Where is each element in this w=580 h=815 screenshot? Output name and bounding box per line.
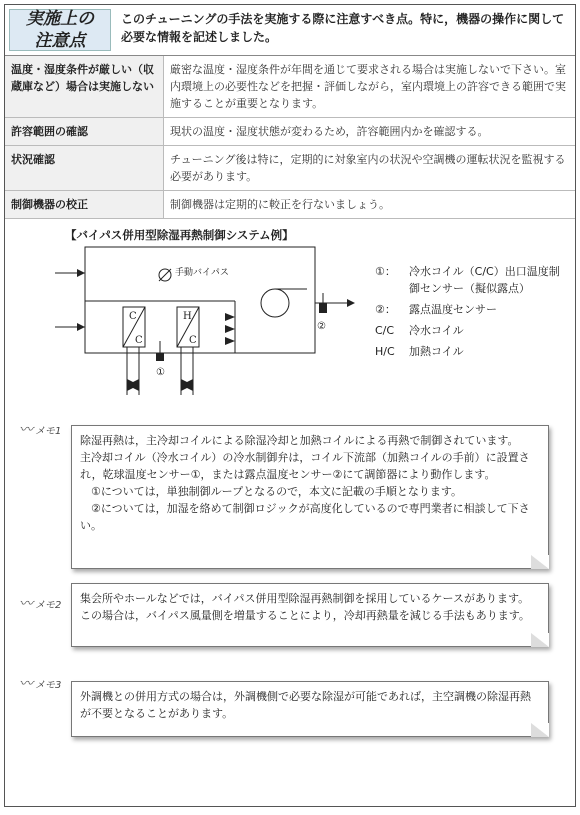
coil-h-bottom: C <box>189 335 197 346</box>
memo3-tag <box>19 673 61 693</box>
coil-c-bottom: C <box>135 335 143 346</box>
table-row <box>5 191 575 219</box>
legend-key: ①： <box>375 265 396 278</box>
sensor1-icon <box>156 353 164 361</box>
ahu-housing <box>85 247 315 353</box>
legend-item <box>375 301 569 318</box>
page-fold-icon <box>531 555 549 569</box>
section-title <box>9 9 111 51</box>
memo-line: 外調機との併用方式の場合は，外調機側で必要な除湿が可能であれば，主空調機の除湿再熱が不要となることがあります。 <box>80 690 531 720</box>
bypass-label: 手動バイパス <box>175 268 229 278</box>
coil-h-top: H <box>183 311 192 322</box>
legend-value: 露点温度センサー <box>409 303 497 316</box>
sensor1-label: ① <box>156 367 165 378</box>
filter-icon <box>225 325 235 333</box>
memo2-tag <box>19 593 61 613</box>
legend-key: H/C <box>375 345 395 358</box>
bird-icon: 〰 <box>19 676 33 692</box>
legend-item <box>375 343 569 360</box>
coil-c-top: C <box>129 311 137 322</box>
memo2-tag-label: メモ2 <box>35 600 62 611</box>
legend-value: 冷水コイル（C/C）出口温度制御センサー（擬似露点） <box>409 265 560 295</box>
legend-value: 冷水コイル <box>409 324 464 337</box>
rules-table <box>5 56 575 219</box>
rule-label: 状況確認 <box>5 146 164 191</box>
page-fold-icon <box>531 723 549 737</box>
outlet-arrowhead <box>347 299 355 307</box>
fan-icon <box>261 289 289 317</box>
filter-icon <box>225 337 235 345</box>
table-row <box>5 146 575 191</box>
page <box>4 4 576 807</box>
memo-line: ②については，加湿を絡めて制御ロジックが高度化しているので専門業者に相談して下さい。 <box>80 502 530 532</box>
rule-text: チューニング後は特に，定期的に対象室内の状況や空調機の運転状況を監視する必要があります。 <box>164 146 576 191</box>
memo3-tag-label: メモ3 <box>35 680 62 691</box>
rule-text: 制御機器は定期的に較正を行ないましょう。 <box>164 191 576 219</box>
memo2-box <box>71 583 549 647</box>
memo1-tag-label: メモ1 <box>35 426 62 437</box>
memo3-box <box>71 681 549 737</box>
header <box>5 5 575 56</box>
rule-label: 制御機器の校正 <box>5 191 164 219</box>
rule-label: 温度・湿度条件が厳しい（収蔵庫など）場合は実施しない <box>5 56 164 118</box>
sensor2-icon <box>319 303 327 313</box>
diagram-title: 【バイパス併用型除湿再熱制御システム例】 <box>65 228 294 242</box>
bird-icon: 〰 <box>19 596 33 612</box>
memo-line: 集会所やホールなどでは，バイパス併用型除湿再熱制御を採用しているケースがあります。 <box>80 592 530 605</box>
memo-line: 除湿再熱は，主冷却コイルによる除湿冷却と加熱コイルによる再熱で制御されています。 <box>80 434 519 447</box>
legend-key: C/C <box>375 324 395 337</box>
legend-item <box>375 322 569 339</box>
rule-label: 許容範囲の確認 <box>5 118 164 146</box>
rule-text: 厳密な温度・湿度条件が年間を通じて要求される場合は実施しないで下さい。室内環境上の必要性などを把握・評価しながら，室内環境上の許容できる範囲で実施することが重要となります。 <box>164 56 576 118</box>
memo-line: 主冷却コイル（冷水コイル）の冷水制御弁は，コイル下流部（加熱コイルの手前）に設置され，乾球温度センサー①，または露点温度センサー②にて調節器により動作します。 <box>80 451 530 481</box>
legend-item <box>375 263 569 297</box>
memo-line: ①については，単独制御ループとなるので，本文に記載の手順となります。 <box>80 485 462 498</box>
memo1-box <box>71 425 549 569</box>
diagram-legend <box>375 263 569 364</box>
sensor2-label: ② <box>317 321 326 332</box>
table-row <box>5 118 575 146</box>
inlet-arrowhead-bottom <box>77 323 85 331</box>
memo1-tag <box>19 419 61 439</box>
page-fold-icon <box>531 633 549 647</box>
legend-key: ②： <box>375 303 396 316</box>
title-line1: 実施上の <box>26 9 94 29</box>
legend-value: 加熱コイル <box>409 345 464 358</box>
bird-icon: 〰 <box>19 422 33 438</box>
memo-line: この場合は，バイパス風量側を増量することにより，冷却再熱量を減じる手法もあります。 <box>80 609 530 622</box>
inlet-arrowhead-top <box>77 269 85 277</box>
filter-icon <box>225 313 235 321</box>
rule-text: 現状の温度・湿度状態が変わるため，許容範囲内かを確認する。 <box>164 118 576 146</box>
title-line2: 注意点 <box>34 31 86 51</box>
intro-text: このチューニングの手法を実施する際に注意すべき点。特に，機器の操作に関して必要な情報を記述しました。 <box>121 12 565 44</box>
system-diagram <box>45 245 365 405</box>
table-row <box>5 56 575 118</box>
